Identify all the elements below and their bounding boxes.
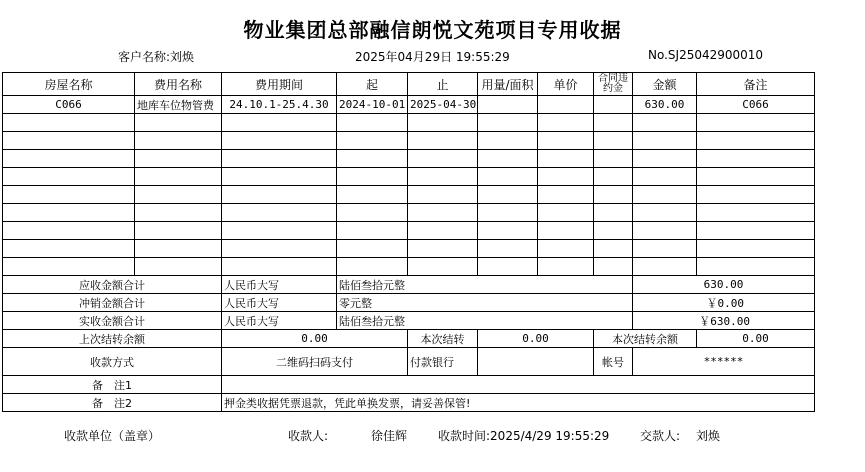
footer-payer: 刘焕 (696, 429, 721, 443)
header-house: 房屋名称 (3, 73, 135, 96)
empty-row (3, 204, 815, 222)
balance-row (3, 330, 815, 348)
rmb-label: 人民币大写 (222, 312, 337, 330)
header-start: 起 (337, 73, 408, 96)
this-balance-label: 本次结转余额 (594, 330, 697, 348)
header-period: 费用期间 (222, 73, 337, 96)
receivable-row (3, 276, 815, 294)
actual-label: 实收金额合计 (3, 312, 222, 330)
bank-value (478, 348, 594, 376)
this-balance-value: 0.00 (697, 330, 815, 348)
payment-row (3, 348, 815, 376)
header-fee: 费用名称 (135, 73, 222, 96)
actual-row (3, 312, 815, 330)
receivable-words: 陆佰叁拾元整 (337, 276, 633, 294)
customer-name: 客户名称:刘焕 (118, 50, 195, 64)
header-penalty: 合同违约金 (594, 73, 633, 96)
cell-price (538, 96, 594, 114)
rmb-label: 人民币大写 (222, 294, 337, 312)
empty-row (3, 168, 815, 186)
cell-usage (478, 96, 538, 114)
empty-row (3, 258, 815, 276)
rmb-label: 人民币大写 (222, 276, 337, 294)
account-value: ****** (633, 348, 815, 376)
cell-house: C066 (3, 96, 135, 114)
empty-row (3, 240, 815, 258)
receivable-label: 应收金额合计 (3, 276, 222, 294)
note2-row (3, 394, 815, 412)
pay-method-value: 二维码扫码支付 (222, 348, 408, 376)
footer-payer-label: 交款人: (640, 429, 681, 443)
cell-period: 24.10.1-25.4.30 (222, 96, 337, 114)
empty-row (3, 222, 815, 240)
cell-start: 2024-10-01 (337, 96, 408, 114)
actual-amount: ￥630.00 (633, 312, 815, 330)
header-price: 单价 (538, 73, 594, 96)
note1-value (222, 376, 815, 394)
cell-remark: C066 (697, 96, 815, 114)
bank-label: 付款银行 (408, 348, 478, 376)
empty-row (3, 114, 815, 132)
account-label: 帐号 (594, 348, 633, 376)
empty-row (3, 150, 815, 168)
header-end: 止 (408, 73, 478, 96)
footer-payee: 徐佳辉 (371, 429, 408, 443)
cell-fee: 地库车位物管费 (135, 96, 222, 114)
receipt-datetime: 2025年04月29日 19:55:29 (355, 50, 510, 64)
pay-method-label: 收款方式 (3, 348, 222, 376)
this-transfer-label: 本次结转 (408, 330, 478, 348)
offset-words: 零元整 (337, 294, 633, 312)
cell-penalty (594, 96, 633, 114)
header-remark: 备注 (697, 73, 815, 96)
actual-words: 陆佰叁拾元整 (337, 312, 633, 330)
footer-unit-label: 收款单位（盖章） (64, 429, 161, 443)
receipt-title: 物业集团总部融信朗悦文苑项目专用收据 (243, 18, 622, 42)
table-header-row (3, 73, 815, 96)
header-usage: 用量/面积 (478, 73, 538, 96)
offset-row (3, 294, 815, 312)
table-row (3, 96, 815, 114)
prev-balance-value: 0.00 (222, 330, 408, 348)
receivable-amount: 630.00 (633, 276, 815, 294)
cell-amount: 630.00 (633, 96, 697, 114)
this-transfer-value: 0.00 (478, 330, 594, 348)
note2-value: 押金类收据凭票退款，凭此单换发票，请妥善保管! (222, 394, 815, 412)
note1-label: 备 注1 (3, 376, 222, 394)
footer-time: 收款时间:2025/4/29 19:55:29 (438, 429, 610, 443)
offset-amount: ￥0.00 (633, 294, 815, 312)
prev-balance-label: 上次结转余额 (3, 330, 222, 348)
footer-payee-label: 收款人: (288, 429, 329, 443)
receipt-table (2, 72, 815, 412)
offset-label: 冲销金额合计 (3, 294, 222, 312)
cell-end: 2025-04-30 (408, 96, 478, 114)
empty-row (3, 186, 815, 204)
header-amount: 金额 (633, 73, 697, 96)
empty-row (3, 132, 815, 150)
note1-row (3, 376, 815, 394)
receipt-number: No.SJ25042900010 (648, 48, 764, 62)
note2-label: 备 注2 (3, 394, 222, 412)
